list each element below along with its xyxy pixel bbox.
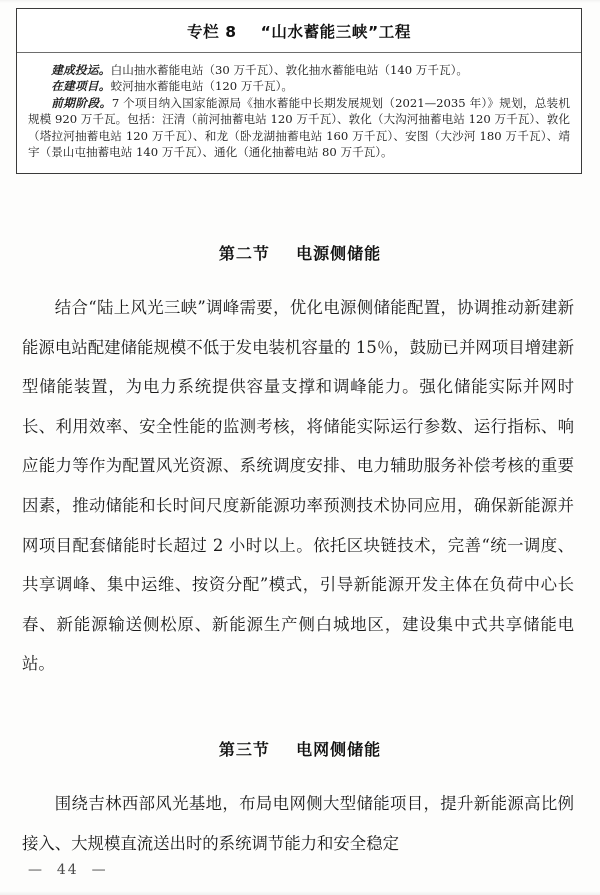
callout-title: 专栏 8 “山水蓄能三峡”工程 <box>17 9 581 53</box>
callout-line <box>28 95 570 161</box>
section-2-paragraph: 结合“陆上风光三峡”调峰需要，优化电源侧储能配置，协调推动新建新能源电站配建储能规模不低于发电装机容量的 15％，鼓励已并网项目增建新型储能装置，为电力系统提供容量支撑和调峰能力。强化储能实际并网时长、利用效率、安全性能的监测考核，将储能实际运行参数、运行指标、响应能力等作为配置风光资源、系统调度安排、电力辅助服务补偿考核的重要因素，推动储能和长时间尺度新能源功率预测技术协同应用，确保新能源并网项目配套储能时长超过 2 小时以上。依托区块链技术，完善“统一调度、共享调峰、集中运维、按资分配”模式，引导新能源开发主体在负荷中心长春、新能源输送侧松原、新能源生产侧白城地区，建设集中式共享储能电站。 <box>22 298 574 674</box>
section-heading-3: 第三节 电网侧储能 <box>218 740 382 759</box>
page-bottom-edge <box>0 891 600 895</box>
callout-line-text: 白山抽水蓄能电站（30 万千瓦）、敦化抽水蓄能电站（140 万千瓦）。 <box>110 63 468 77</box>
callout-body <box>17 53 581 173</box>
callout-line-text: 7 个项目纳入国家能源局《抽水蓄能中长期发展规划（2021—2035 年）》规划，总装机规模 920 万千瓦。包括：汪清（前河抽蓄电站 120 万千瓦）、敦化（大沟河抽蓄电站 120 万千瓦）、敦化（塔拉河抽蓄电站 120 万千瓦）、和龙（卧龙湖抽蓄电站 160 万千瓦）、安图（大沙河 180 万千瓦）、靖宇（景山屯抽蓄电站 140 万千瓦）、通化（通化抽蓄电站 80 万千瓦）。 <box>28 95 570 160</box>
callout-line-text: 蛟河抽水蓄能电站（120 万千瓦）。 <box>110 79 293 94</box>
callout-line <box>28 62 570 78</box>
callout-line-label: 在建项目。 <box>51 79 111 94</box>
section-3-paragraph: 围绕吉林西部风光基地，布局电网侧大型储能项目，提升新能源高比例接入、大规模直流送出时的系统调节能力和安全稳定 <box>22 794 574 853</box>
page-number-footer: — 44 — <box>28 862 108 878</box>
callout-line <box>28 78 570 94</box>
page-top-edge <box>0 0 600 3</box>
callout-line-label: 建成投运。 <box>51 63 111 77</box>
section-heading-2: 第二节 电源侧储能 <box>218 244 382 263</box>
callout-box-column-8 <box>16 8 582 174</box>
callout-line-label: 前期阶段。 <box>51 95 112 110</box>
